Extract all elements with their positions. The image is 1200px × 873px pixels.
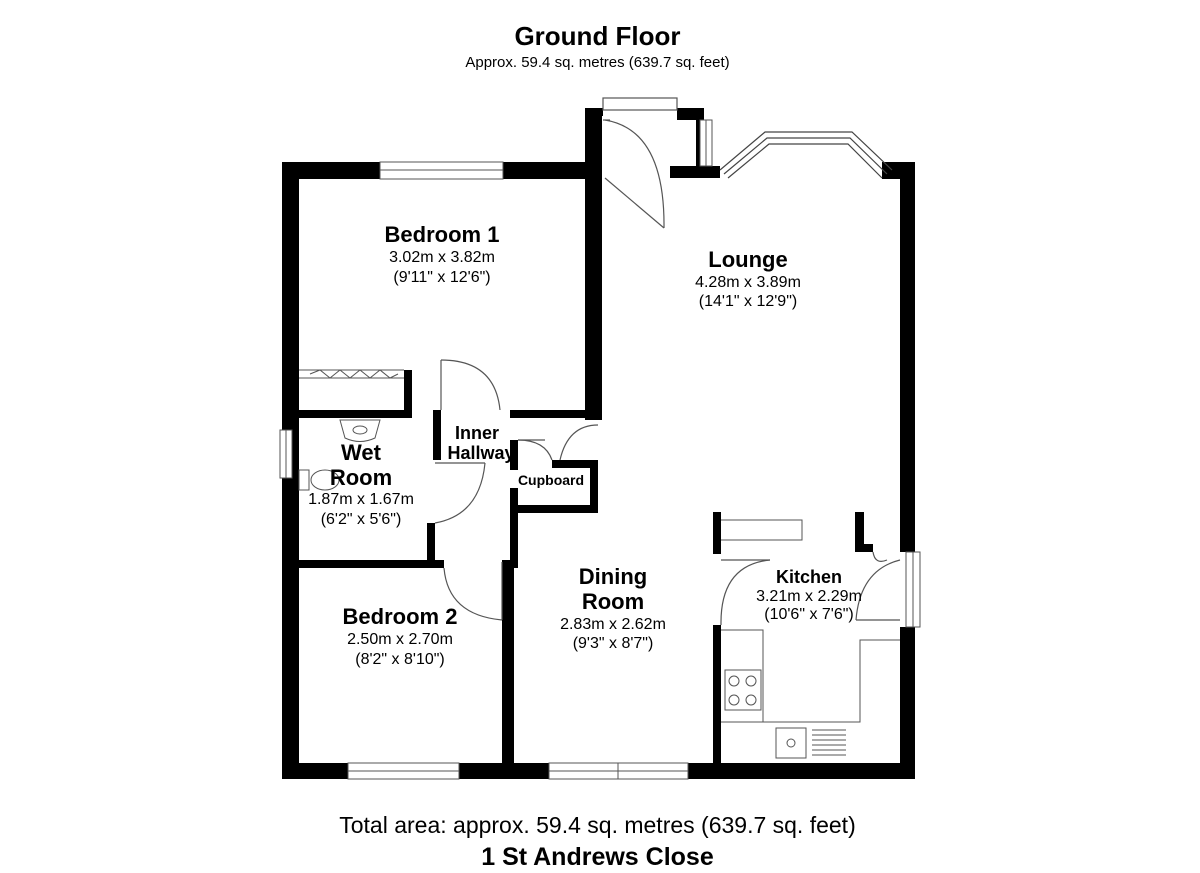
wet-room-name-line2: Room [329,465,393,490]
bedroom1-door-swing [441,360,500,410]
dining-room-metric: 2.83m x 2.62m [560,616,666,633]
front-door-leaf [605,178,664,228]
kitchen-imperial: (10'6" x 7'6") [764,606,854,623]
bedroom2-metric: 2.50m x 2.70m [347,631,453,648]
basin [340,420,380,442]
lounge-metric: 4.28m x 3.89m [695,274,801,291]
inner-hallway-name-line1: Inner [454,423,500,443]
wet-room-name-line1: Wet [341,440,381,465]
property-address: 1 St Andrews Close [481,843,714,871]
wardrobe [299,370,404,378]
cupboard-door-swing [518,440,552,460]
bedroom2-imperial: (8'2" x 8'10") [355,651,445,668]
lounge-imperial: (14'1" x 12'9") [698,293,798,310]
wet-room-metric: 1.87m x 1.67m [308,491,414,508]
floor-area-subtitle: Approx. 59.4 sq. metres (639.7 sq. feet) [465,54,730,71]
lounge-hall-door-swing [560,425,598,460]
bedroom1-name: Bedroom 1 [384,222,500,247]
kitchen-metric: 3.21m x 2.29m [756,588,862,605]
floor-title: Ground Floor [514,21,681,51]
dining-room-name-line1: Dining [578,564,648,589]
lounge-name: Lounge [708,247,788,272]
bedroom2-name: Bedroom 2 [342,604,458,629]
wet-room-door-swing [435,463,485,523]
front-door-swing [605,120,664,228]
wet-room-imperial: (6'2" x 5'6") [320,511,402,528]
total-area: Total area: approx. 59.4 sq. metres (639.7 sq. feet) [339,812,856,838]
sink [776,728,806,758]
bedroom1-imperial: (9'11" x 12'6") [393,269,491,286]
inner-hallway-name-line2: Hallway [447,443,515,463]
kitchen-back-door-swing [856,560,900,620]
cupboard-name: Cupboard [517,472,585,488]
dining-room-name-line2: Room [581,589,645,614]
bedroom1-metric: 3.02m x 3.82m [389,249,495,266]
kitchen-name: Kitchen [775,567,843,587]
bay-window [720,132,892,178]
kitchen-fixtures [721,520,900,758]
dining-room-imperial: (9'3" x 8'7") [572,635,654,652]
